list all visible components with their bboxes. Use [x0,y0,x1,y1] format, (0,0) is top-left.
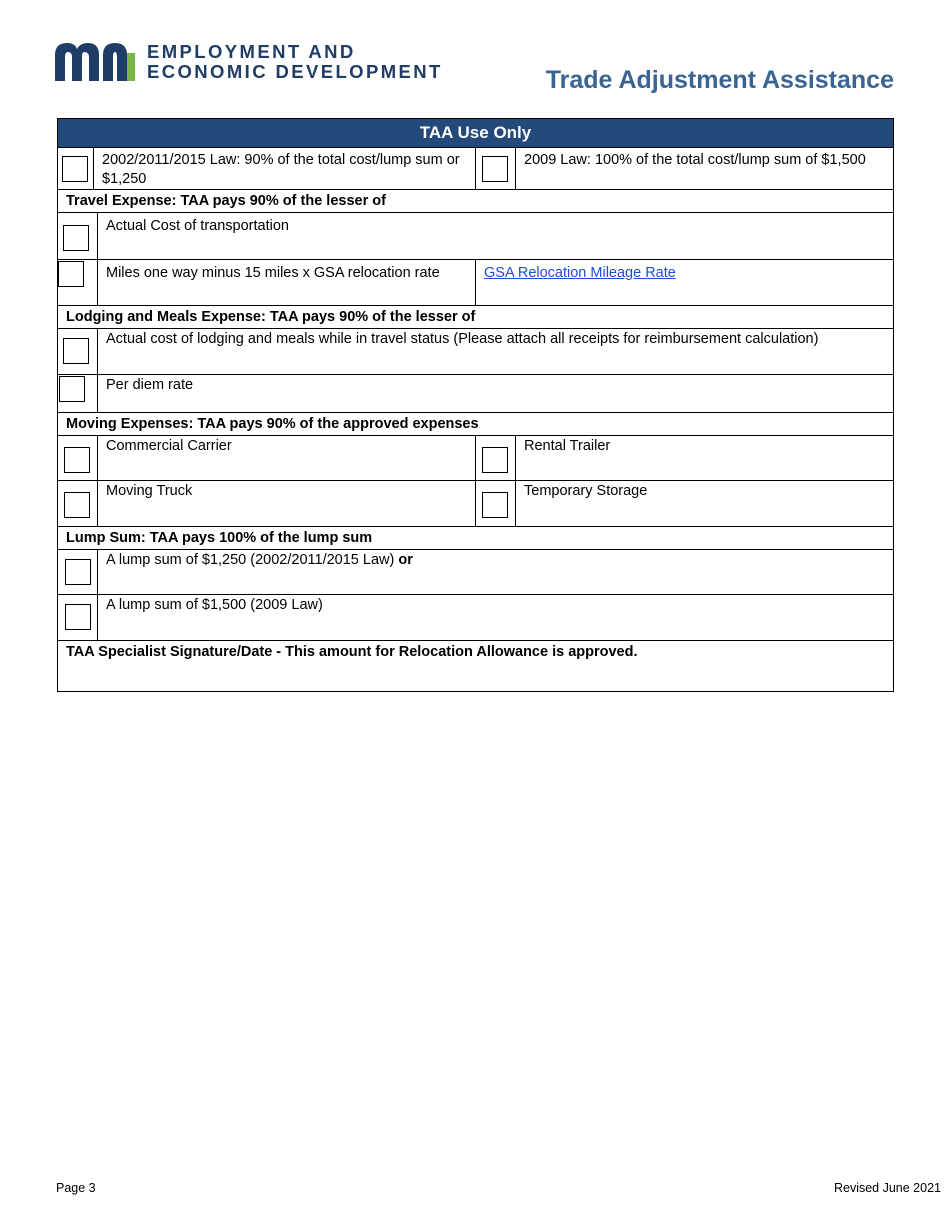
lodging-actual-cost-row [58,329,893,375]
travel-miles-checkbox[interactable] [58,261,84,287]
per-diem-row [58,375,893,413]
lodging-meals-heading: Lodging and Meals Expense: TAA pays 90% of the lesser of [58,306,893,329]
travel-miles-label: Miles one way minus 15 miles x GSA relocation rate [98,260,476,305]
travel-actual-cost-label: Actual Cost of transportation [106,218,289,234]
lodging-actual-cost-label: Actual cost of lodging and meals while in travel status (Please attach all receipts for reimbursement calculation) [106,331,819,347]
checkbox-cell [58,260,98,305]
mn-deed-logo [55,42,443,82]
rental-trailer-option [476,436,894,480]
lump-sum-1250-checkbox[interactable] [65,559,91,585]
moving-expenses-heading: Moving Expenses: TAA pays 90% of the approved expenses [58,413,893,436]
checkbox-cell [58,550,98,594]
lump-sum-1500-row [58,595,893,641]
document-title: Trade Adjustment Assistance [545,66,894,94]
revised-date: Revised June 2021 [833,1181,941,1195]
law-2009-label: 2009 Law: 100% of the total cost/lump sum of $1,500 [524,152,866,168]
temporary-storage-label: Temporary Storage [524,483,648,499]
lump-sum-1250-text: A lump sum of $1,250 (2002/2011/2015 Law) [106,552,395,568]
logo-text [147,42,443,82]
logo-line-1: EMPLOYMENT AND [147,41,356,62]
temporary-storage-checkbox[interactable] [482,492,508,518]
law-2009-checkbox[interactable] [482,156,508,182]
mn-logo-icon [55,43,135,81]
checkbox-cell [58,329,98,374]
specialist-signature-field[interactable] [58,641,893,691]
checkbox-cell [58,481,98,526]
lump-sum-heading: Lump Sum: TAA pays 100% of the lump sum [58,527,893,550]
law-option-2009 [476,148,894,189]
moving-row-2 [58,481,893,527]
checkbox-cell [58,436,98,480]
checkbox-cell [58,148,94,189]
moving-row-1 [58,436,893,481]
checkbox-cell [476,148,516,189]
checkbox-cell [58,213,98,259]
gsa-relocation-mileage-rate-link[interactable]: GSA Relocation Mileage Rate [484,265,676,281]
logo-line-2: ECONOMIC DEVELOPMENT [147,61,443,82]
form-header: TAA Use Only [58,119,893,148]
rental-trailer-label: Rental Trailer [524,438,611,454]
moving-truck-option [58,481,476,526]
signature-label: TAA Specialist Signature/Date - This amount for Relocation Allowance is approved. [66,644,638,660]
travel-actual-cost-checkbox[interactable] [63,225,89,251]
rental-trailer-checkbox[interactable] [482,447,508,473]
lump-sum-1500-checkbox[interactable] [65,604,91,630]
per-diem-checkbox[interactable] [59,376,85,402]
commercial-carrier-checkbox[interactable] [64,447,90,473]
moving-truck-label: Moving Truck [106,483,193,499]
law-2002-label: 2002/2011/2015 Law: 90% of the total cost/lump sum or $1,250 [102,152,460,187]
checkbox-cell [58,375,98,412]
lump-sum-1500-label: A lump sum of $1,500 (2009 Law) [106,597,323,613]
checkbox-cell [58,595,98,640]
checkbox-cell [476,481,516,526]
travel-actual-cost-row [58,213,893,260]
law-options-row [58,148,893,190]
lump-sum-or: or [398,552,413,568]
gsa-link-cell [476,260,684,305]
lump-sum-1250-row [58,550,893,595]
taa-use-only-form [57,118,894,692]
lodging-actual-cost-checkbox[interactable] [63,338,89,364]
checkbox-cell [476,436,516,480]
law-option-2002 [58,148,476,189]
lump-sum-1250-label [98,550,421,594]
moving-truck-checkbox[interactable] [64,492,90,518]
page-number: Page 3 [56,1181,96,1195]
law-2002-checkbox[interactable] [62,156,88,182]
temporary-storage-option [476,481,894,526]
commercial-carrier-option [58,436,476,480]
commercial-carrier-label: Commercial Carrier [106,438,232,454]
per-diem-label: Per diem rate [106,377,194,393]
travel-miles-row [58,260,893,306]
travel-expense-heading: Travel Expense: TAA pays 90% of the lesser of [58,190,893,213]
